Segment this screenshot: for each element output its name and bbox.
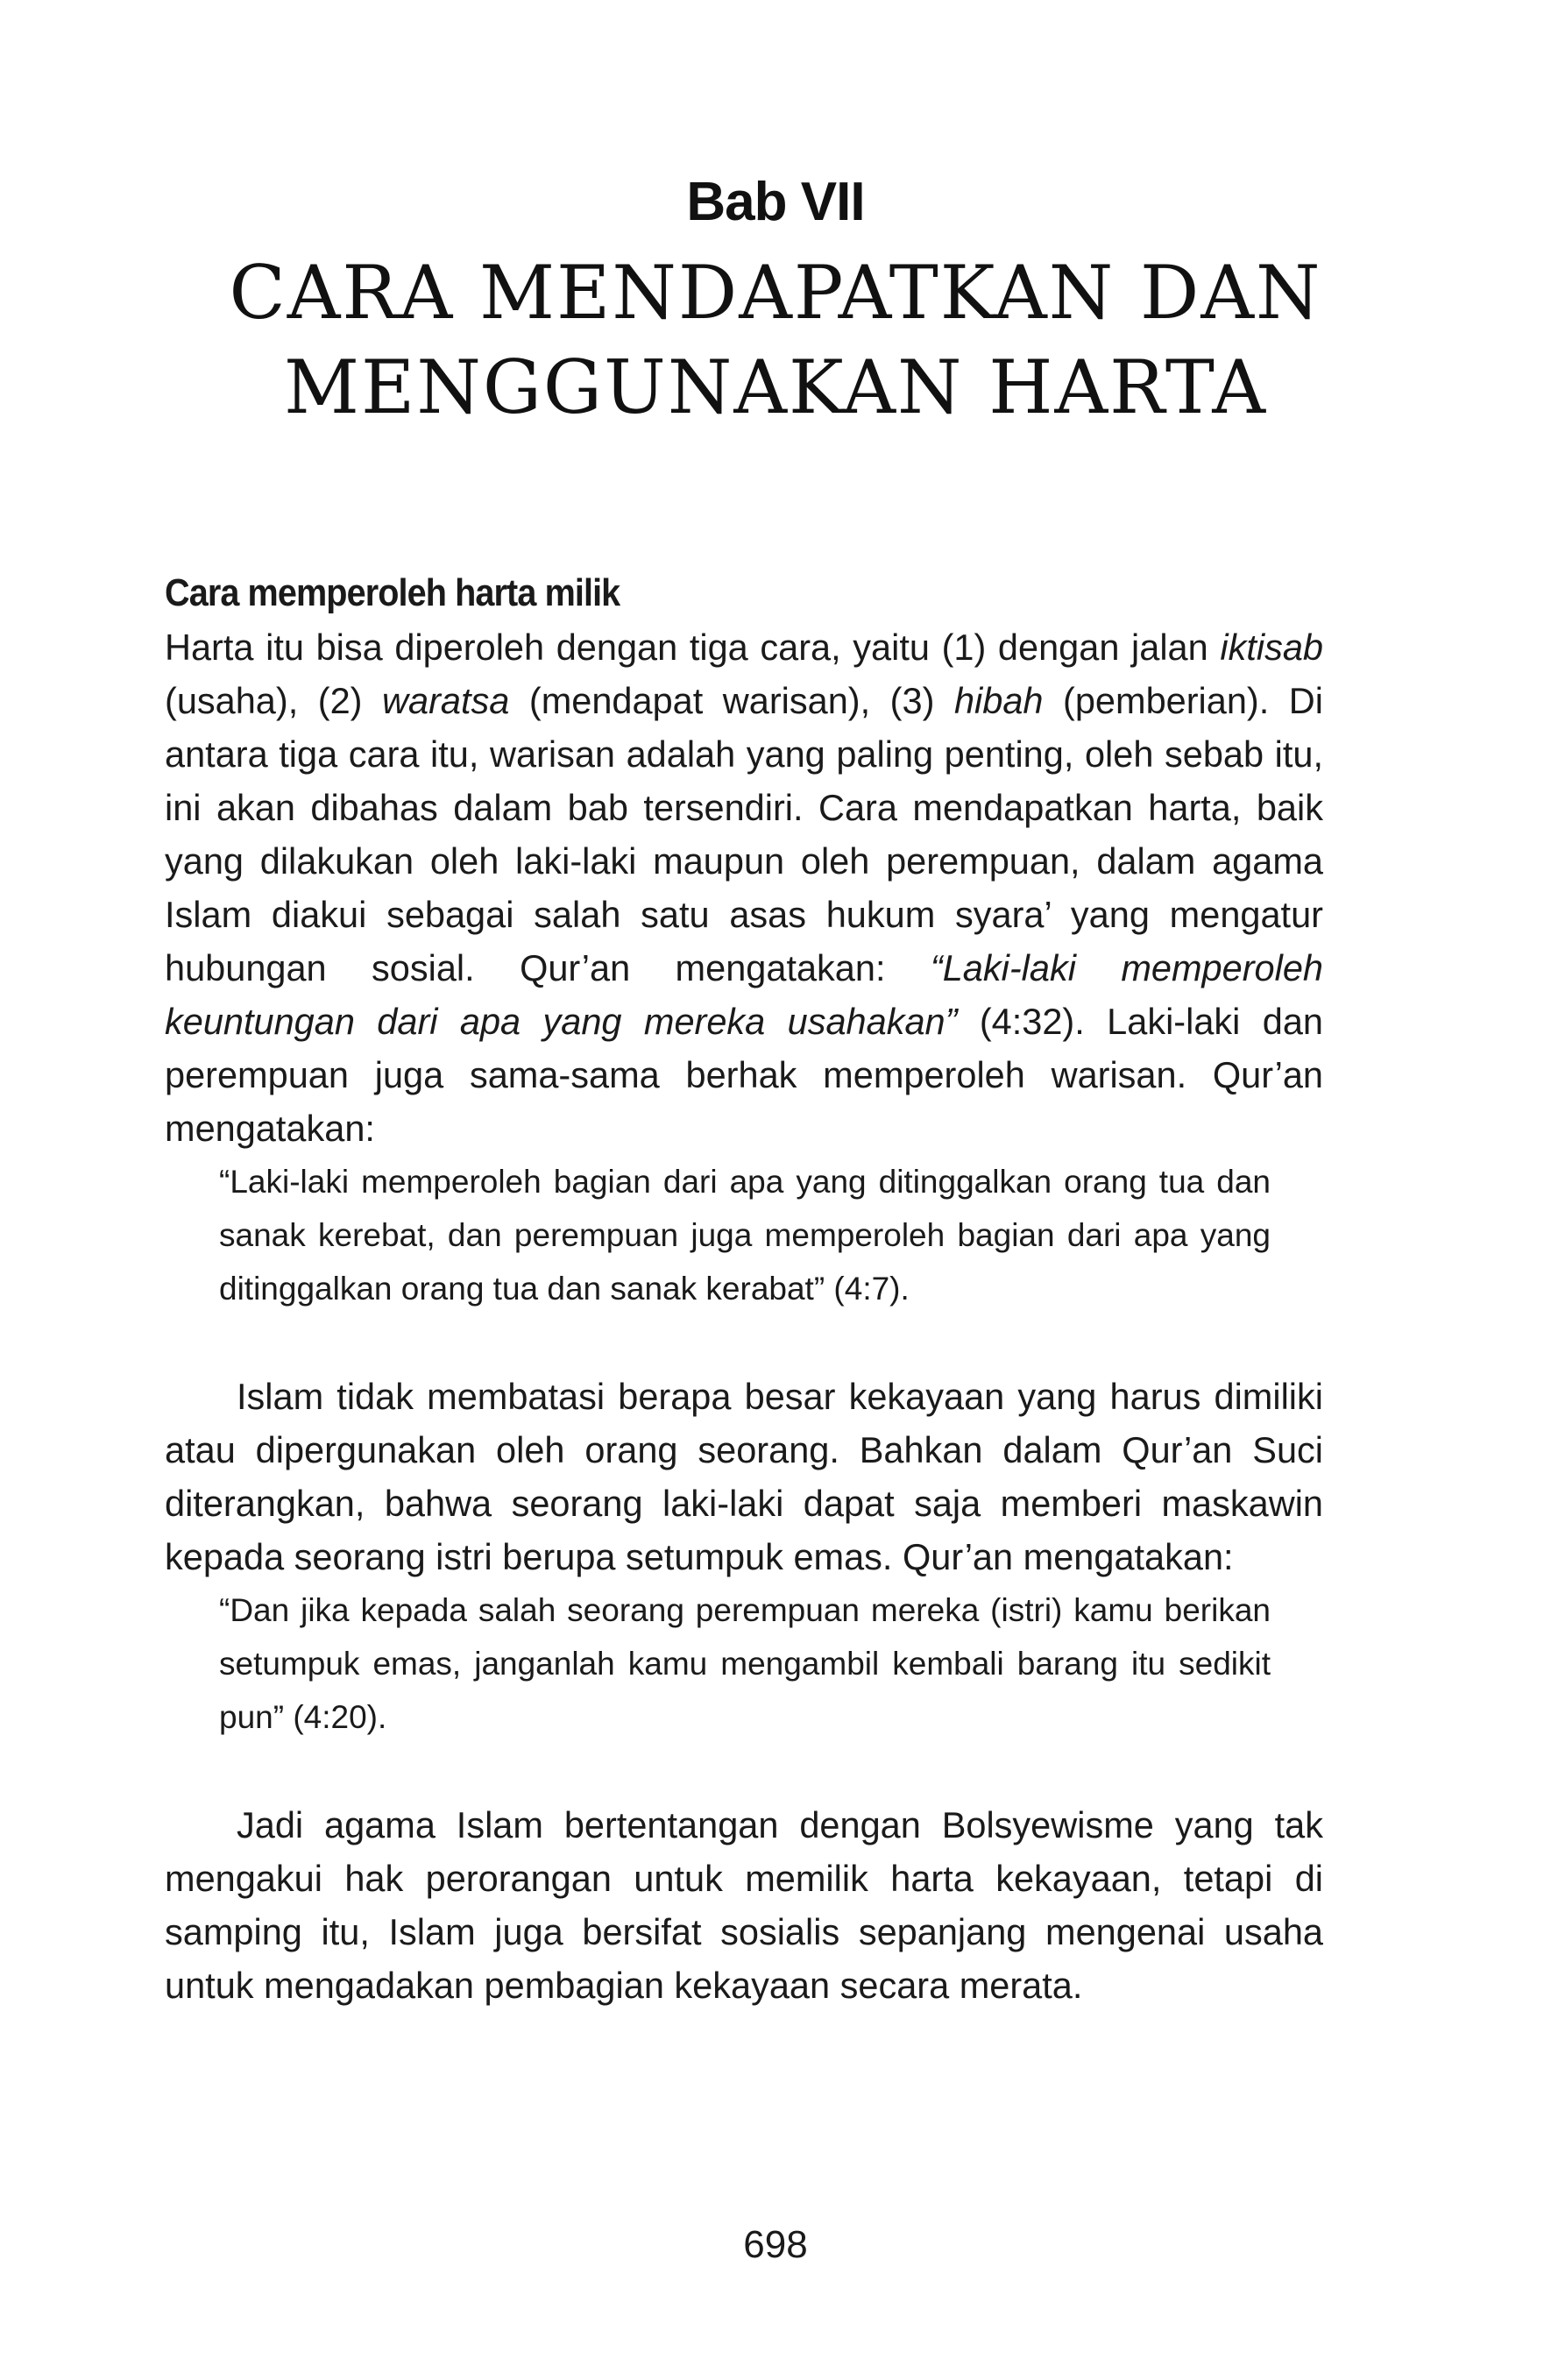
section-heading: Cara memperoleh harta milik bbox=[165, 571, 620, 614]
page-content bbox=[165, 566, 1323, 2012]
chapter-label: Bab VII bbox=[686, 172, 865, 232]
paragraph-spacer bbox=[165, 1315, 1323, 1370]
page-number: 698 bbox=[743, 2223, 808, 2266]
block-quote-4-20: “Dan jika kepada salah seorang perempuan mereka (istri) kamu berikan setumpuk emas, janganlah kamu mengambil kembali barang itu sedikit pun” (4:20). bbox=[219, 1592, 1271, 1735]
paragraph-1-part-4: (pemberian). Di antara tiga cara itu, warisan adalah yang paling penting, oleh sebab itu, ini akan dibahas dalam bab tersendiri. Cara mendapatkan harta, baik yang dilakukan oleh laki-laki maupun oleh perempuan, dalam agama Islam diakui sebagai salah satu asas hukum syara’ yang mengatur hubungan sosial. Qur’an mengatakan: bbox=[165, 680, 1323, 988]
paragraph-spacer bbox=[165, 1744, 1323, 1798]
paragraph-2: Islam tidak membatasi berapa besar kekayaan yang harus dimiliki atau dipergunakan oleh orang seorang. Bahkan dalam Qur’an Suci diterangkan, bahwa seorang laki-laki dapat saja memberi maskawin kepada seorang istri berupa setumpuk emas. Qur’an mengatakan: bbox=[165, 1376, 1323, 1577]
paragraph-1-part-1: Harta itu bisa diperoleh dengan tiga cara, yaitu (1) dengan jalan bbox=[165, 627, 1221, 668]
term-hibah: hibah bbox=[953, 680, 1044, 721]
block-quote-4-7: “Laki-laki memperoleh bagian dari apa yang ditinggalkan orang tua dan sanak kerebat, dan perempuan juga memperoleh bagian dari apa yang ditinggalkan orang tua dan sanak kerabat” (4:7). bbox=[219, 1164, 1271, 1307]
chapter-title bbox=[131, 245, 1420, 435]
paragraph-1-part-5: (4:32). Laki-laki dan perempuan juga sama-sama berhak memperoleh warisan. Qur’an mengatakan: bbox=[165, 1001, 1324, 1149]
inline-quote-4-32: “Laki-laki memperoleh keuntungan dari apa yang mereka usahakan” bbox=[165, 947, 1324, 1042]
chapter-title-line-2: MENGGUNAKAN HARTA bbox=[284, 344, 1267, 430]
term-waratsa: waratsa bbox=[382, 680, 510, 721]
paragraph-3: Jadi agama Islam bertentangan dengan Bolsyewisme yang tak mengakui hak perorangan untuk memilik harta kekayaan, tetapi di samping itu, Islam juga bersifat sosialis sepanjang mengenai usaha untuk mengadakan pembagian kekayaan secara merata. bbox=[165, 1804, 1323, 2006]
term-iktisab: iktisab bbox=[1220, 627, 1323, 668]
paragraph-1 bbox=[165, 620, 1323, 1155]
paragraph-1-part-2: (usaha), (2) bbox=[165, 680, 383, 721]
chapter-title-line-1: CARA MENDAPATKAN DAN bbox=[229, 250, 1322, 336]
paragraph-1-part-3: (mendapat warisan), (3) bbox=[509, 680, 954, 721]
